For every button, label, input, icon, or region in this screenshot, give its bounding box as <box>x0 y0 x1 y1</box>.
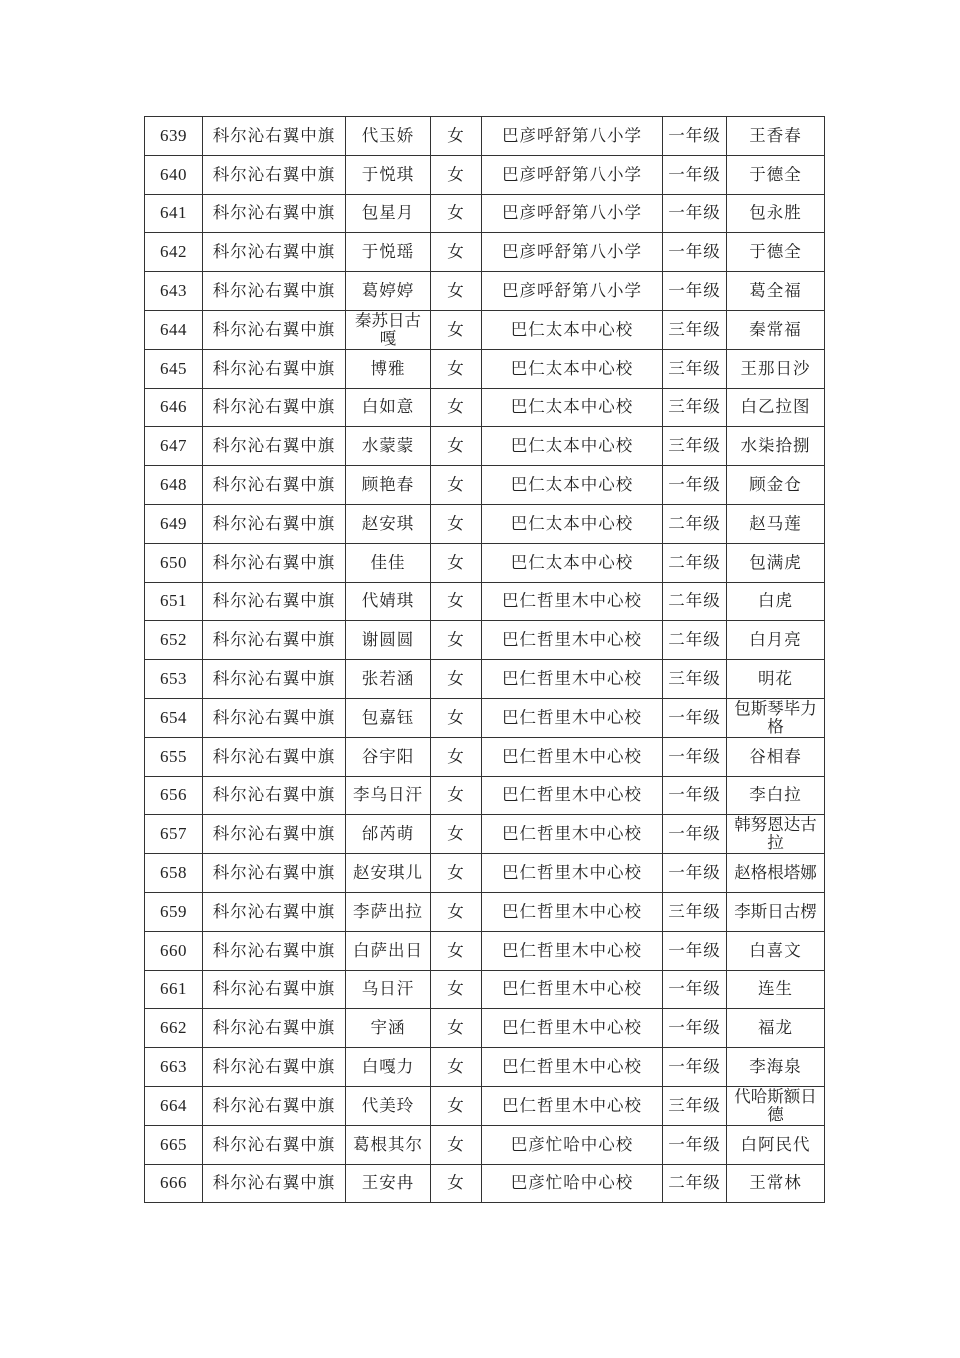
student-name-cell: 顾艳春 <box>346 466 431 505</box>
guardian-name-cell: 王常林 <box>727 1164 825 1203</box>
table-row <box>145 155 825 194</box>
gender-cell: 女 <box>431 776 482 815</box>
school-cell: 巴仁太本中心校 <box>482 427 663 466</box>
region-cell: 科尔沁右翼中旗 <box>203 737 346 776</box>
region-cell: 科尔沁右翼中旗 <box>203 815 346 854</box>
school-cell: 巴仁哲里木中心校 <box>482 931 663 970</box>
student-name-cell: 赵安琪儿 <box>346 854 431 893</box>
grade-cell: 一年级 <box>663 466 727 505</box>
region-cell: 科尔沁右翼中旗 <box>203 349 346 388</box>
grade-cell: 一年级 <box>663 1009 727 1048</box>
grade-cell: 二年级 <box>663 1164 727 1203</box>
gender-cell: 女 <box>431 582 482 621</box>
row-number: 662 <box>145 1009 203 1048</box>
grade-cell: 三年级 <box>663 660 727 699</box>
school-cell: 巴彦忙哈中心校 <box>482 1125 663 1164</box>
gender-cell: 女 <box>431 310 482 349</box>
school-cell: 巴彦呼舒第八小学 <box>482 233 663 272</box>
table-row <box>145 427 825 466</box>
table-row <box>145 310 825 349</box>
student-name-cell: 博雅 <box>346 349 431 388</box>
region-cell: 科尔沁右翼中旗 <box>203 1009 346 1048</box>
student-name-cell: 谢圆圆 <box>346 621 431 660</box>
gender-cell: 女 <box>431 1009 482 1048</box>
region-cell: 科尔沁右翼中旗 <box>203 194 346 233</box>
student-name-cell: 代玉娇 <box>346 117 431 156</box>
table-row <box>145 931 825 970</box>
row-number: 655 <box>145 737 203 776</box>
guardian-name-cell: 明花 <box>727 660 825 699</box>
row-number: 647 <box>145 427 203 466</box>
guardian-name-cell: 赵格根塔娜 <box>727 854 825 893</box>
table-row <box>145 543 825 582</box>
guardian-name-cell: 顾金仓 <box>727 466 825 505</box>
region-cell: 科尔沁右翼中旗 <box>203 621 346 660</box>
student-name-cell: 佳佳 <box>346 543 431 582</box>
school-cell: 巴仁哲里木中心校 <box>482 854 663 893</box>
guardian-name-cell: 白乙拉图 <box>727 388 825 427</box>
gender-cell: 女 <box>431 194 482 233</box>
guardian-name-cell: 于德全 <box>727 155 825 194</box>
grade-cell: 一年级 <box>663 233 727 272</box>
student-name-cell: 谷宇阳 <box>346 737 431 776</box>
grade-cell: 三年级 <box>663 310 727 349</box>
guardian-name-cell: 水柒拾捌 <box>727 427 825 466</box>
gender-cell: 女 <box>431 892 482 931</box>
row-number: 654 <box>145 698 203 737</box>
guardian-name-cell: 王那日沙 <box>727 349 825 388</box>
row-number: 648 <box>145 466 203 505</box>
region-cell: 科尔沁右翼中旗 <box>203 660 346 699</box>
region-cell: 科尔沁右翼中旗 <box>203 388 346 427</box>
gender-cell: 女 <box>431 621 482 660</box>
gender-cell: 女 <box>431 543 482 582</box>
grade-cell: 一年级 <box>663 854 727 893</box>
table-body <box>145 117 825 1203</box>
gender-cell: 女 <box>431 233 482 272</box>
grade-cell: 二年级 <box>663 543 727 582</box>
student-name-cell: 葛婷婷 <box>346 272 431 311</box>
gender-cell: 女 <box>431 504 482 543</box>
guardian-name-cell: 白喜文 <box>727 931 825 970</box>
table-row <box>145 349 825 388</box>
gender-cell: 女 <box>431 1086 482 1125</box>
student-name-cell: 代婧琪 <box>346 582 431 621</box>
row-number: 652 <box>145 621 203 660</box>
student-name-cell: 包嘉钰 <box>346 698 431 737</box>
school-cell: 巴仁太本中心校 <box>482 388 663 427</box>
guardian-name-cell: 李斯日古楞 <box>727 892 825 931</box>
table-row <box>145 1164 825 1203</box>
grade-cell: 三年级 <box>663 349 727 388</box>
grade-cell: 一年级 <box>663 155 727 194</box>
grade-cell: 一年级 <box>663 815 727 854</box>
gender-cell: 女 <box>431 931 482 970</box>
region-cell: 科尔沁右翼中旗 <box>203 543 346 582</box>
school-cell: 巴仁哲里木中心校 <box>482 776 663 815</box>
row-number: 642 <box>145 233 203 272</box>
school-cell: 巴仁太本中心校 <box>482 543 663 582</box>
grade-cell: 一年级 <box>663 194 727 233</box>
school-cell: 巴仁哲里木中心校 <box>482 1086 663 1125</box>
table-row <box>145 117 825 156</box>
gender-cell: 女 <box>431 970 482 1009</box>
student-name-cell: 白如意 <box>346 388 431 427</box>
row-number: 653 <box>145 660 203 699</box>
grade-cell: 一年级 <box>663 931 727 970</box>
school-cell: 巴仁哲里木中心校 <box>482 970 663 1009</box>
grade-cell: 一年级 <box>663 737 727 776</box>
student-name-cell: 邰芮萌 <box>346 815 431 854</box>
gender-cell: 女 <box>431 1164 482 1203</box>
school-cell: 巴仁哲里木中心校 <box>482 892 663 931</box>
region-cell: 科尔沁右翼中旗 <box>203 776 346 815</box>
table-row <box>145 504 825 543</box>
gender-cell: 女 <box>431 155 482 194</box>
school-cell: 巴仁哲里木中心校 <box>482 698 663 737</box>
region-cell: 科尔沁右翼中旗 <box>203 582 346 621</box>
table-row <box>145 815 825 854</box>
row-number: 657 <box>145 815 203 854</box>
guardian-name-cell: 葛全福 <box>727 272 825 311</box>
grade-cell: 一年级 <box>663 1125 727 1164</box>
row-number: 659 <box>145 892 203 931</box>
gender-cell: 女 <box>431 388 482 427</box>
table-row <box>145 970 825 1009</box>
table-row <box>145 233 825 272</box>
school-cell: 巴仁哲里木中心校 <box>482 737 663 776</box>
student-roster-table <box>144 116 825 1203</box>
student-name-cell: 于悦瑶 <box>346 233 431 272</box>
row-number: 644 <box>145 310 203 349</box>
school-cell: 巴彦呼舒第八小学 <box>482 117 663 156</box>
school-cell: 巴仁哲里木中心校 <box>482 660 663 699</box>
school-cell: 巴彦呼舒第八小学 <box>482 272 663 311</box>
grade-cell: 二年级 <box>663 621 727 660</box>
grade-cell: 三年级 <box>663 427 727 466</box>
grade-cell: 三年级 <box>663 892 727 931</box>
row-number: 650 <box>145 543 203 582</box>
school-cell: 巴仁太本中心校 <box>482 349 663 388</box>
row-number: 663 <box>145 1048 203 1087</box>
gender-cell: 女 <box>431 349 482 388</box>
grade-cell: 一年级 <box>663 970 727 1009</box>
table-row <box>145 737 825 776</box>
row-number: 643 <box>145 272 203 311</box>
student-name-cell: 宇涵 <box>346 1009 431 1048</box>
student-name-cell: 李乌日汗 <box>346 776 431 815</box>
gender-cell: 女 <box>431 660 482 699</box>
region-cell: 科尔沁右翼中旗 <box>203 233 346 272</box>
student-name-cell: 包星月 <box>346 194 431 233</box>
student-name-cell: 秦苏日古嘎 <box>346 310 431 349</box>
guardian-name-cell: 赵马莲 <box>727 504 825 543</box>
row-number: 640 <box>145 155 203 194</box>
grade-cell: 一年级 <box>663 776 727 815</box>
gender-cell: 女 <box>431 427 482 466</box>
guardian-name-cell: 连生 <box>727 970 825 1009</box>
row-number: 649 <box>145 504 203 543</box>
table-row <box>145 854 825 893</box>
row-number: 639 <box>145 117 203 156</box>
guardian-name-cell: 白阿民代 <box>727 1125 825 1164</box>
student-name-cell: 张若涵 <box>346 660 431 699</box>
table-row <box>145 272 825 311</box>
school-cell: 巴仁太本中心校 <box>482 504 663 543</box>
guardian-name-cell: 秦常福 <box>727 310 825 349</box>
school-cell: 巴彦忙哈中心校 <box>482 1164 663 1203</box>
table-row <box>145 582 825 621</box>
table-row <box>145 466 825 505</box>
student-name-cell: 王安冉 <box>346 1164 431 1203</box>
table-row <box>145 388 825 427</box>
grade-cell: 二年级 <box>663 582 727 621</box>
gender-cell: 女 <box>431 466 482 505</box>
grade-cell: 一年级 <box>663 698 727 737</box>
guardian-name-cell: 包满虎 <box>727 543 825 582</box>
table-row <box>145 1048 825 1087</box>
school-cell: 巴仁哲里木中心校 <box>482 1009 663 1048</box>
region-cell: 科尔沁右翼中旗 <box>203 117 346 156</box>
region-cell: 科尔沁右翼中旗 <box>203 427 346 466</box>
row-number: 664 <box>145 1086 203 1125</box>
table-row <box>145 1009 825 1048</box>
student-name-cell: 葛根其尔 <box>346 1125 431 1164</box>
guardian-name-cell: 白月亮 <box>727 621 825 660</box>
region-cell: 科尔沁右翼中旗 <box>203 892 346 931</box>
table-row <box>145 776 825 815</box>
grade-cell: 二年级 <box>663 504 727 543</box>
grade-cell: 三年级 <box>663 388 727 427</box>
school-cell: 巴彦呼舒第八小学 <box>482 194 663 233</box>
table-row <box>145 1086 825 1125</box>
row-number: 658 <box>145 854 203 893</box>
student-name-cell: 代美玲 <box>346 1086 431 1125</box>
row-number: 646 <box>145 388 203 427</box>
school-cell: 巴彦呼舒第八小学 <box>482 155 663 194</box>
gender-cell: 女 <box>431 737 482 776</box>
row-number: 641 <box>145 194 203 233</box>
row-number: 656 <box>145 776 203 815</box>
table-row <box>145 892 825 931</box>
region-cell: 科尔沁右翼中旗 <box>203 310 346 349</box>
student-name-cell: 水蒙蒙 <box>346 427 431 466</box>
gender-cell: 女 <box>431 1048 482 1087</box>
guardian-name-cell: 代哈斯额日德 <box>727 1086 825 1125</box>
guardian-name-cell: 王香春 <box>727 117 825 156</box>
region-cell: 科尔沁右翼中旗 <box>203 1125 346 1164</box>
student-name-cell: 乌日汗 <box>346 970 431 1009</box>
guardian-name-cell: 福龙 <box>727 1009 825 1048</box>
row-number: 661 <box>145 970 203 1009</box>
school-cell: 巴仁哲里木中心校 <box>482 582 663 621</box>
table-row <box>145 194 825 233</box>
region-cell: 科尔沁右翼中旗 <box>203 1048 346 1087</box>
region-cell: 科尔沁右翼中旗 <box>203 931 346 970</box>
region-cell: 科尔沁右翼中旗 <box>203 1086 346 1125</box>
gender-cell: 女 <box>431 854 482 893</box>
gender-cell: 女 <box>431 117 482 156</box>
table-row <box>145 698 825 737</box>
row-number: 645 <box>145 349 203 388</box>
row-number: 666 <box>145 1164 203 1203</box>
region-cell: 科尔沁右翼中旗 <box>203 698 346 737</box>
region-cell: 科尔沁右翼中旗 <box>203 854 346 893</box>
region-cell: 科尔沁右翼中旗 <box>203 155 346 194</box>
row-number: 665 <box>145 1125 203 1164</box>
guardian-name-cell: 韩努恩达古拉 <box>727 815 825 854</box>
school-cell: 巴仁太本中心校 <box>482 310 663 349</box>
table-row <box>145 621 825 660</box>
gender-cell: 女 <box>431 698 482 737</box>
guardian-name-cell: 包永胜 <box>727 194 825 233</box>
region-cell: 科尔沁右翼中旗 <box>203 970 346 1009</box>
guardian-name-cell: 包斯琴毕力格 <box>727 698 825 737</box>
gender-cell: 女 <box>431 1125 482 1164</box>
student-name-cell: 白嘎力 <box>346 1048 431 1087</box>
grade-cell: 三年级 <box>663 1086 727 1125</box>
region-cell: 科尔沁右翼中旗 <box>203 504 346 543</box>
gender-cell: 女 <box>431 815 482 854</box>
grade-cell: 一年级 <box>663 1048 727 1087</box>
guardian-name-cell: 李海泉 <box>727 1048 825 1087</box>
student-name-cell: 赵安琪 <box>346 504 431 543</box>
student-name-cell: 白萨出日 <box>346 931 431 970</box>
table-row <box>145 660 825 699</box>
guardian-name-cell: 于德全 <box>727 233 825 272</box>
region-cell: 科尔沁右翼中旗 <box>203 1164 346 1203</box>
student-name-cell: 于悦琪 <box>346 155 431 194</box>
row-number: 651 <box>145 582 203 621</box>
school-cell: 巴仁太本中心校 <box>482 466 663 505</box>
school-cell: 巴仁哲里木中心校 <box>482 621 663 660</box>
school-cell: 巴仁哲里木中心校 <box>482 1048 663 1087</box>
guardian-name-cell: 李白拉 <box>727 776 825 815</box>
gender-cell: 女 <box>431 272 482 311</box>
grade-cell: 一年级 <box>663 117 727 156</box>
grade-cell: 一年级 <box>663 272 727 311</box>
guardian-name-cell: 白虎 <box>727 582 825 621</box>
guardian-name-cell: 谷相春 <box>727 737 825 776</box>
region-cell: 科尔沁右翼中旗 <box>203 466 346 505</box>
region-cell: 科尔沁右翼中旗 <box>203 272 346 311</box>
table-row <box>145 1125 825 1164</box>
school-cell: 巴仁哲里木中心校 <box>482 815 663 854</box>
row-number: 660 <box>145 931 203 970</box>
student-name-cell: 李萨出拉 <box>346 892 431 931</box>
